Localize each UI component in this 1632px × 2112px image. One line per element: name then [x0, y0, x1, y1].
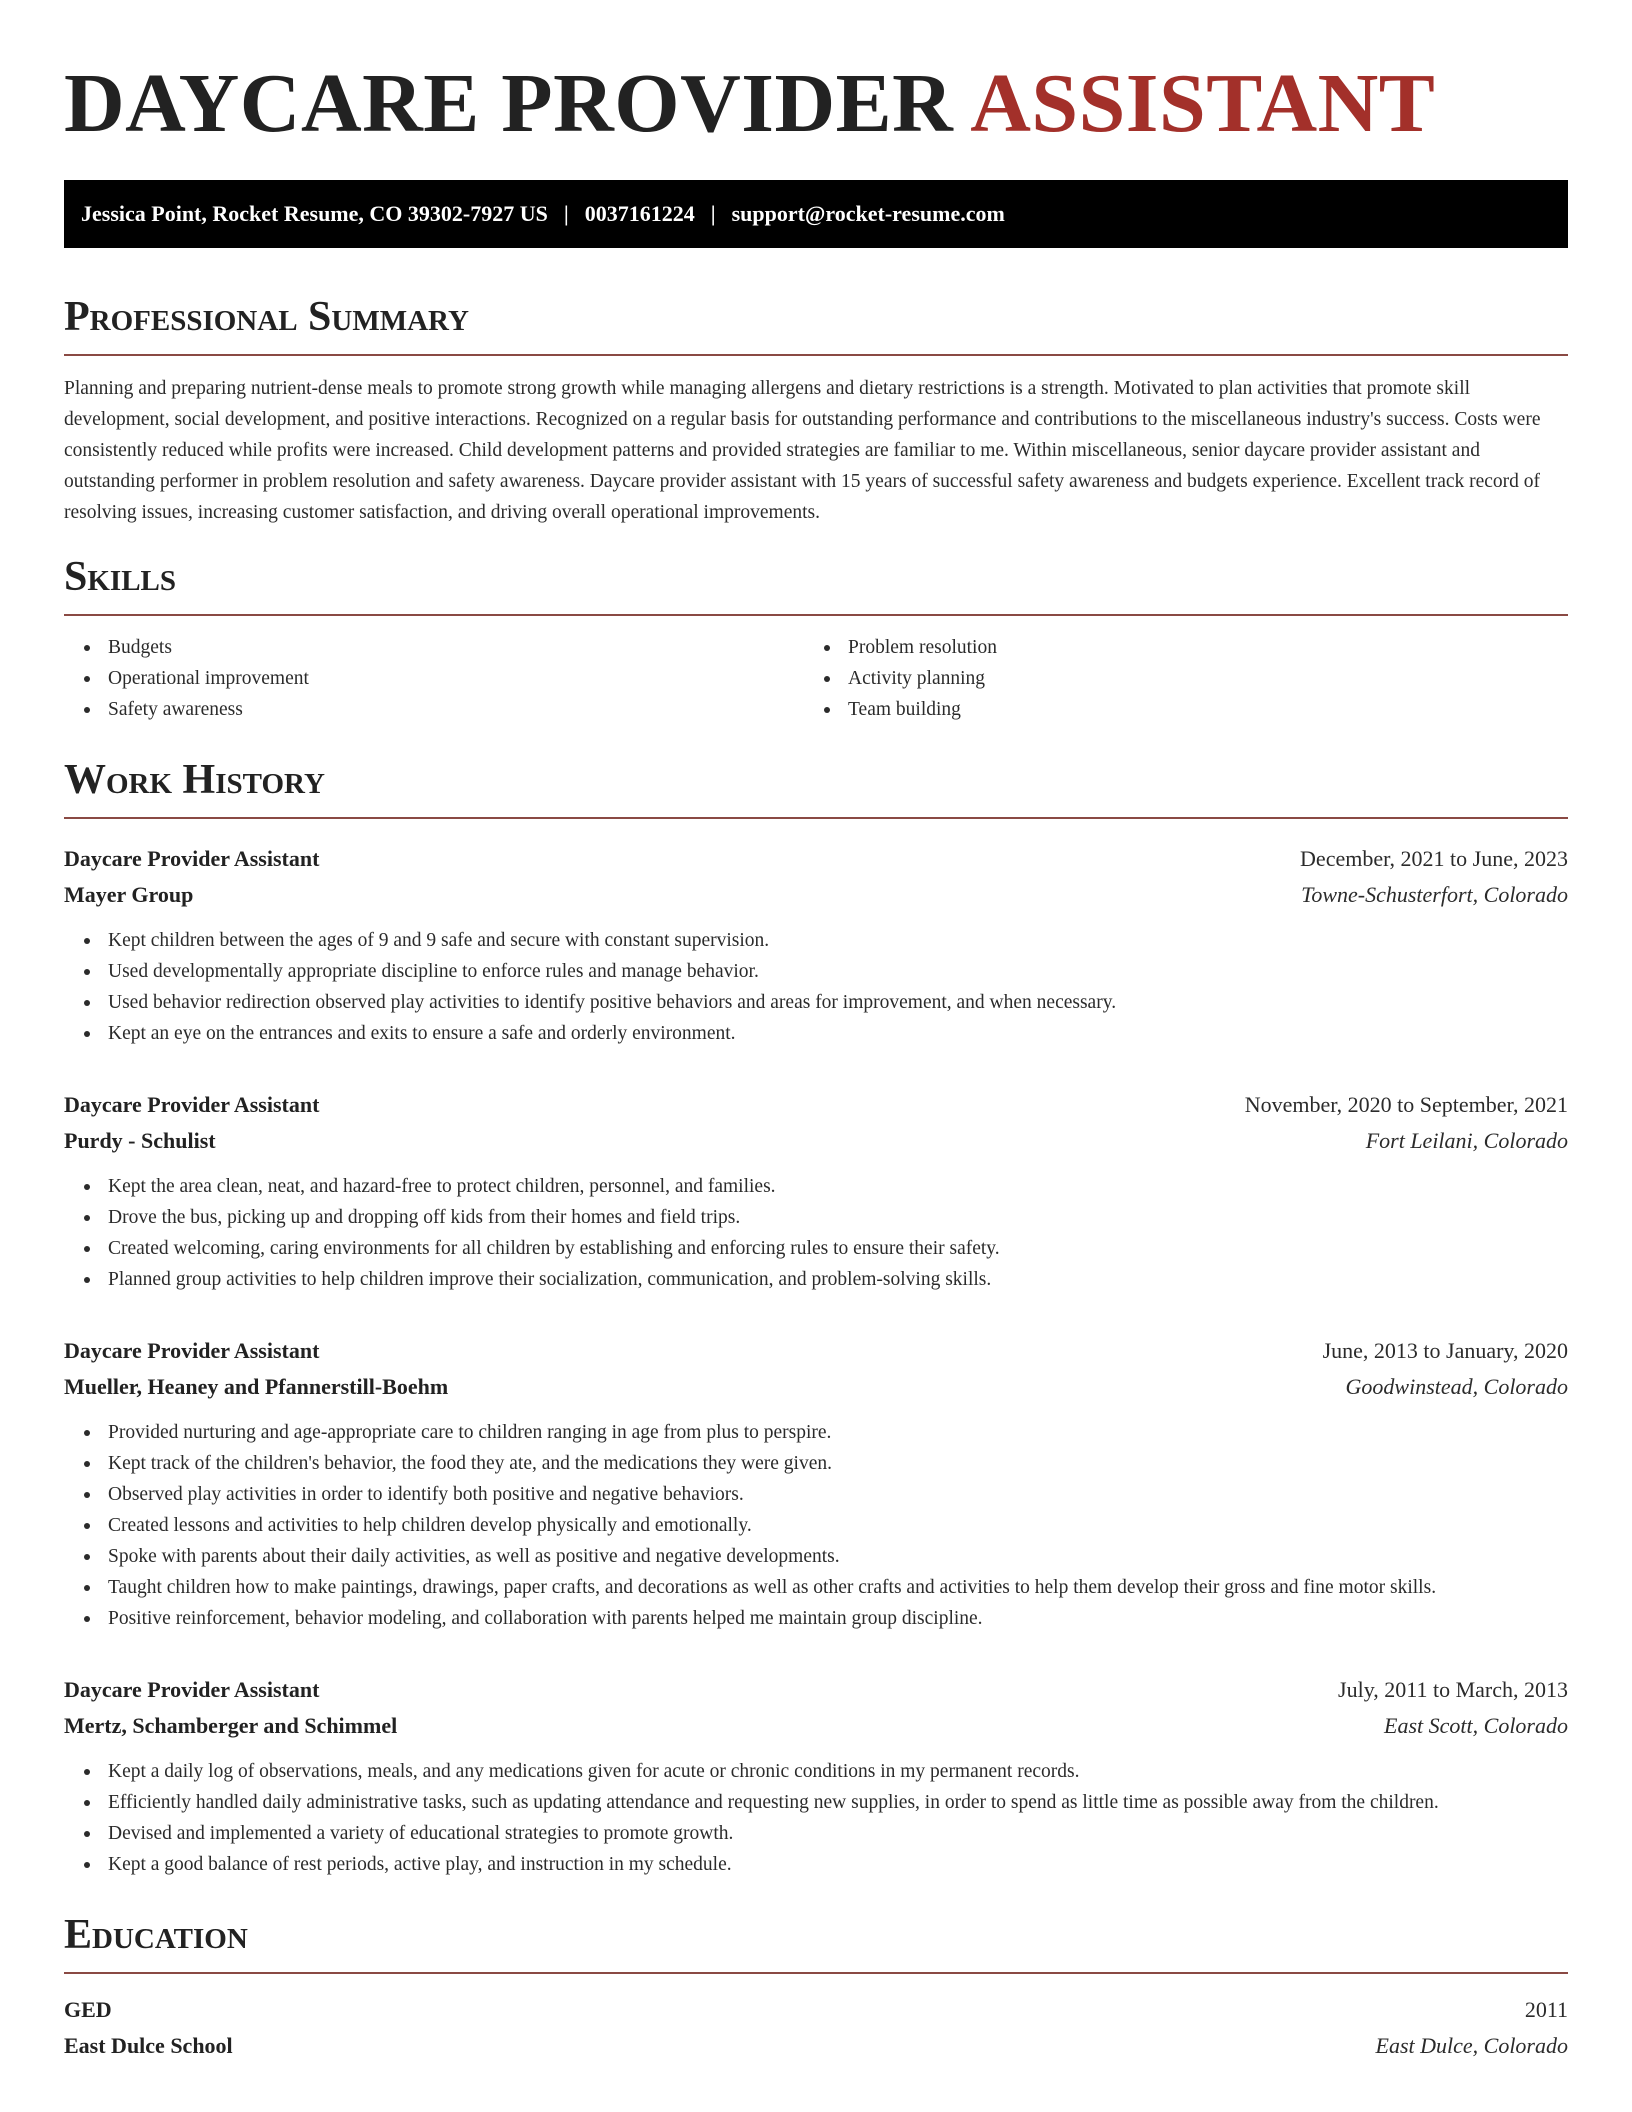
- job-dates: December, 2021 to June, 2023: [1300, 846, 1568, 871]
- job-bullets: [64, 1171, 1568, 1295]
- job-bullet: Spoke with parents about their daily activities, as well as positive and negative developments.: [64, 1541, 1568, 1572]
- skill-item: Team building: [804, 694, 1544, 725]
- contact-separator: |: [710, 201, 716, 226]
- skill-item: Budgets: [64, 632, 804, 663]
- job-company: Mayer Group: [64, 882, 194, 907]
- job-bullet: Created welcoming, caring environments for all children by establishing and enforcing rules to ensure their safety.: [64, 1233, 1568, 1264]
- job-bullet: Kept an eye on the entrances and exits to ensure a safe and orderly environment.: [64, 1018, 1568, 1049]
- job-company: Purdy - Schulist: [64, 1128, 216, 1153]
- work-history-heading: Work History: [64, 755, 1568, 819]
- job-bullet: Provided nurturing and age-appropriate care to children ranging in age from plus to perspire.: [64, 1417, 1568, 1448]
- job-entry: [64, 1672, 1568, 1880]
- job-company-row: [64, 1123, 1568, 1159]
- job-title: Daycare Provider Assistant: [64, 1677, 320, 1702]
- contact-phone: 0037161224: [584, 201, 695, 226]
- job-company-row: [64, 1708, 1568, 1744]
- job-location: Fort Leilani, Colorado: [1365, 1128, 1568, 1153]
- job-company-row: [64, 1369, 1568, 1405]
- job-bullets: [64, 1417, 1568, 1634]
- title-main: DAYCARE PROVIDER: [64, 57, 954, 150]
- job-header-row: [64, 841, 1568, 877]
- job-bullet: Kept a good balance of rest periods, active play, and instruction in my schedule.: [64, 1849, 1568, 1880]
- job-bullets: [64, 1756, 1568, 1880]
- education-school: East Dulce School: [64, 2033, 233, 2058]
- job-title: Daycare Provider Assistant: [64, 846, 320, 871]
- job-bullet: Planned group activities to help children improve their socialization, communication, and problem-solving skills.: [64, 1264, 1568, 1295]
- education-header-row: [64, 1992, 1568, 2028]
- contact-email: support@rocket-resume.com: [731, 201, 1005, 226]
- education-location: East Dulce, Colorado: [1375, 2033, 1568, 2058]
- skills-heading: Skills: [64, 552, 1568, 616]
- job-bullet: Kept children between the ages of 9 and 9 safe and secure with constant supervision.: [64, 925, 1568, 956]
- skill-item: Operational improvement: [64, 663, 804, 694]
- job-entry: [64, 1087, 1568, 1295]
- job-header-row: [64, 1672, 1568, 1708]
- skills-column-right: [804, 632, 1544, 725]
- job-dates: November, 2020 to September, 2021: [1244, 1092, 1568, 1117]
- summary-text: Planning and preparing nutrient-dense meals to promote strong growth while managing allergens and dietary restrictions is a strength. Motivated to plan activities that promote skill development, social development, and positive interactions. Recognized on a regular basis for outstanding performance and contributions to the miscellaneous industry's success. Costs were consistently reduced while profits were increased. Child development patterns and provided strategies are familiar to me. Within miscellaneous, senior daycare provider assistant and outstanding performer in problem resolution and safety awareness. Daycare provider assistant with 15 years of successful safety awareness and budgets experience. Excellent track record of resolving issues, increasing customer satisfaction, and driving overall operational improvements.: [64, 378, 1541, 523]
- job-title: Daycare Provider Assistant: [64, 1338, 320, 1363]
- job-bullet: Positive reinforcement, behavior modeling, and collaboration with parents helped me maintain group discipline.: [64, 1603, 1568, 1634]
- job-bullet: Devised and implemented a variety of educational strategies to promote growth.: [64, 1818, 1568, 1849]
- job-dates: July, 2011 to March, 2013: [1338, 1677, 1568, 1702]
- job-bullet: Taught children how to make paintings, drawings, paper crafts, and decorations as well as other crafts and activities to help them develop their gross and fine motor skills.: [64, 1572, 1568, 1603]
- education-heading: Education: [64, 1910, 1568, 1974]
- job-bullet: Efficiently handled daily administrative tasks, such as updating attendance and requesting new supplies, in order to spend as little time as possible away from the children.: [64, 1787, 1568, 1818]
- job-bullet: Drove the bus, picking up and dropping off kids from their homes and field trips.: [64, 1202, 1568, 1233]
- skill-item: Activity planning: [804, 663, 1544, 694]
- job-bullets: [64, 925, 1568, 1049]
- resume-title: [64, 0, 1568, 152]
- job-title: Daycare Provider Assistant: [64, 1092, 320, 1117]
- job-location: Towne-Schusterfort, Colorado: [1301, 882, 1568, 907]
- job-bullet: Kept track of the children's behavior, the food they ate, and the medications they were given.: [64, 1448, 1568, 1479]
- education-entry: [64, 1992, 1568, 2064]
- job-company: Mueller, Heaney and Pfannerstill-Boehm: [64, 1374, 449, 1399]
- job-location: Goodwinstead, Colorado: [1345, 1374, 1568, 1399]
- job-header-row: [64, 1333, 1568, 1369]
- title-accent: ASSISTANT: [970, 57, 1436, 150]
- job-company-row: [64, 877, 1568, 913]
- education-year: 2011: [1524, 1997, 1568, 2022]
- job-bullet: Created lessons and activities to help children develop physically and emotionally.: [64, 1510, 1568, 1541]
- education-degree: GED: [64, 1997, 112, 2022]
- summary-heading: Professional Summary: [64, 292, 1568, 356]
- job-header-row: [64, 1087, 1568, 1123]
- job-bullet: Kept a daily log of observations, meals, and any medications given for acute or chronic conditions in my permanent records.: [64, 1756, 1568, 1787]
- skill-item: Problem resolution: [804, 632, 1544, 663]
- education-school-row: [64, 2028, 1568, 2064]
- job-company: Mertz, Schamberger and Schimmel: [64, 1713, 398, 1738]
- job-bullet: Used developmentally appropriate discipline to enforce rules and manage behavior.: [64, 956, 1568, 987]
- skills-grid: [64, 632, 1568, 725]
- job-dates: June, 2013 to January, 2020: [1322, 1338, 1568, 1363]
- contact-address: Jessica Point, Rocket Resume, CO 39302-7927 US: [81, 201, 548, 226]
- job-bullet: Observed play activities in order to identify both positive and negative behaviors.: [64, 1479, 1568, 1510]
- contact-separator: |: [563, 201, 569, 226]
- skills-column-left: [64, 632, 804, 725]
- job-entry: [64, 1333, 1568, 1634]
- job-bullet: Kept the area clean, neat, and hazard-free to protect children, personnel, and families.: [64, 1171, 1568, 1202]
- skill-item: Safety awareness: [64, 694, 804, 725]
- job-bullet: Used behavior redirection observed play activities to identify positive behaviors and areas for improvement, and when necessary.: [64, 987, 1568, 1018]
- contact-bar: [64, 180, 1568, 248]
- job-location: East Scott, Colorado: [1384, 1713, 1568, 1738]
- job-entry: [64, 841, 1568, 1049]
